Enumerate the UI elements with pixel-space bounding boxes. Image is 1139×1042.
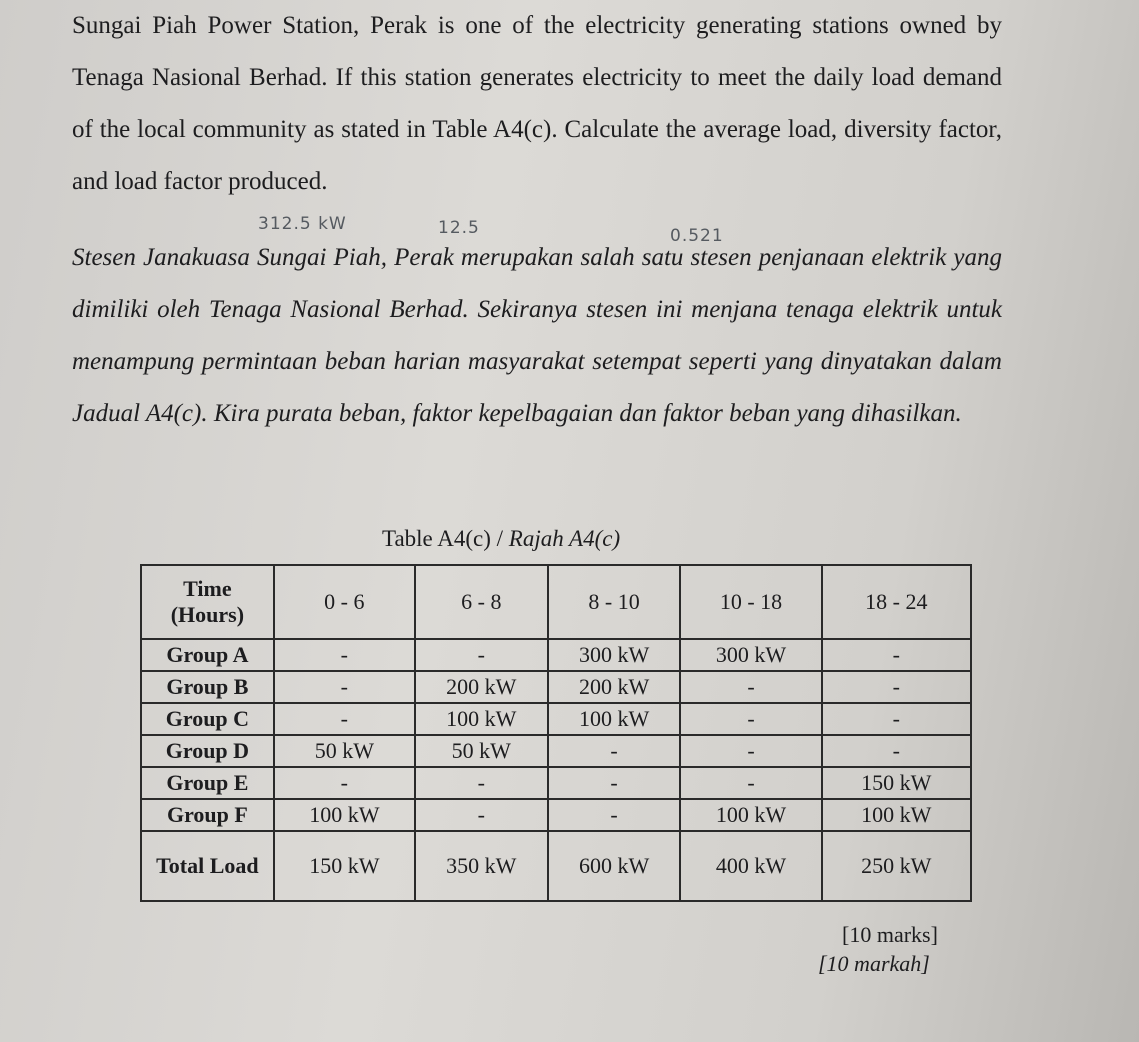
table-cell: 200 kW (548, 671, 681, 703)
handwritten-load-factor: 0.521 (670, 226, 724, 246)
table-cell: 8 - 10 (548, 565, 681, 639)
row-label: Group B (141, 671, 274, 703)
table-cell: 100 kW (548, 703, 681, 735)
row-label: Group F (141, 799, 274, 831)
row-label: Time (Hours) (141, 565, 274, 639)
table-row (141, 639, 971, 671)
markah: [10 markah] (818, 951, 930, 976)
table-cell: 350 kW (415, 831, 548, 901)
table-cell: - (822, 671, 971, 703)
table-cell: 300 kW (548, 639, 681, 671)
table-cell: 100 kW (822, 799, 971, 831)
table-cell: 400 kW (680, 831, 821, 901)
table-cell: 100 kW (274, 799, 415, 831)
table-cell: - (680, 703, 821, 735)
table-row (141, 703, 971, 735)
table-cell: 250 kW (822, 831, 971, 901)
table-cell: 100 kW (680, 799, 821, 831)
row-label: Group C (141, 703, 274, 735)
handwritten-average-load: 312.5 kW (258, 214, 347, 234)
table-cell: - (274, 671, 415, 703)
table-cell: - (415, 767, 548, 799)
question-english: Sungai Piah Power Station, Perak is one of the electricity generating stations owned by Tenaga Nasional Berhad. If this station generates electricity to meet the daily load demand of the local community as stated in Table A4(c). Calculate the average load, diversity factor, and load factor produced. (72, 12, 1002, 195)
table-cell: - (822, 735, 971, 767)
table-cell: 600 kW (548, 831, 681, 901)
table-cell: 150 kW (822, 767, 971, 799)
row-label: Group D (141, 735, 274, 767)
table-cell: - (548, 767, 681, 799)
table-cell: - (680, 671, 821, 703)
table-cell: 200 kW (415, 671, 548, 703)
table-row (141, 671, 971, 703)
table-cell: - (415, 799, 548, 831)
table-row (141, 735, 971, 767)
table-cell: - (274, 639, 415, 671)
row-label: Total Load (141, 831, 274, 901)
table-cell: 0 - 6 (274, 565, 415, 639)
table-cell: 50 kW (415, 735, 548, 767)
table-cell: - (822, 639, 971, 671)
table-header (141, 565, 971, 639)
row-label: Group E (141, 767, 274, 799)
table-cell: 10 - 18 (680, 565, 821, 639)
table-cell: - (274, 703, 415, 735)
table-cell: - (548, 799, 681, 831)
table-cell: 300 kW (680, 639, 821, 671)
table-row (141, 799, 971, 831)
table-cell: 6 - 8 (415, 565, 548, 639)
table-caption: Table A4(c) / Rajah A4(c) (382, 526, 621, 551)
table-cell: - (415, 639, 548, 671)
table-cell: - (548, 735, 681, 767)
load-table (140, 564, 972, 902)
table-total-row (141, 831, 971, 901)
marks: [10 marks] (842, 922, 938, 947)
table-cell: 50 kW (274, 735, 415, 767)
table-cell: - (822, 703, 971, 735)
table-row (141, 767, 971, 799)
table-cell: 18 - 24 (822, 565, 971, 639)
table-cell: - (274, 767, 415, 799)
table-cell: 100 kW (415, 703, 548, 735)
table-cell: - (680, 767, 821, 799)
row-label: Group A (141, 639, 274, 671)
handwritten-diversity-factor: 12.5 (438, 218, 480, 238)
table-cell: 150 kW (274, 831, 415, 901)
table-cell: - (680, 735, 821, 767)
question-malay: Stesen Janakuasa Sungai Piah, Perak merupakan salah satu stesen penjanaan elektrik yang dimiliki oleh Tenaga Nasional Berhad. Sekiranya stesen ini menjana tenaga elektrik untuk menampung permintaan beban harian masyarakat setempat seperti yang dinyatakan dalam Jadual A4(c). Kira purata beban, faktor kepelbagaian dan faktor beban yang dihasilkan. (72, 244, 1002, 427)
